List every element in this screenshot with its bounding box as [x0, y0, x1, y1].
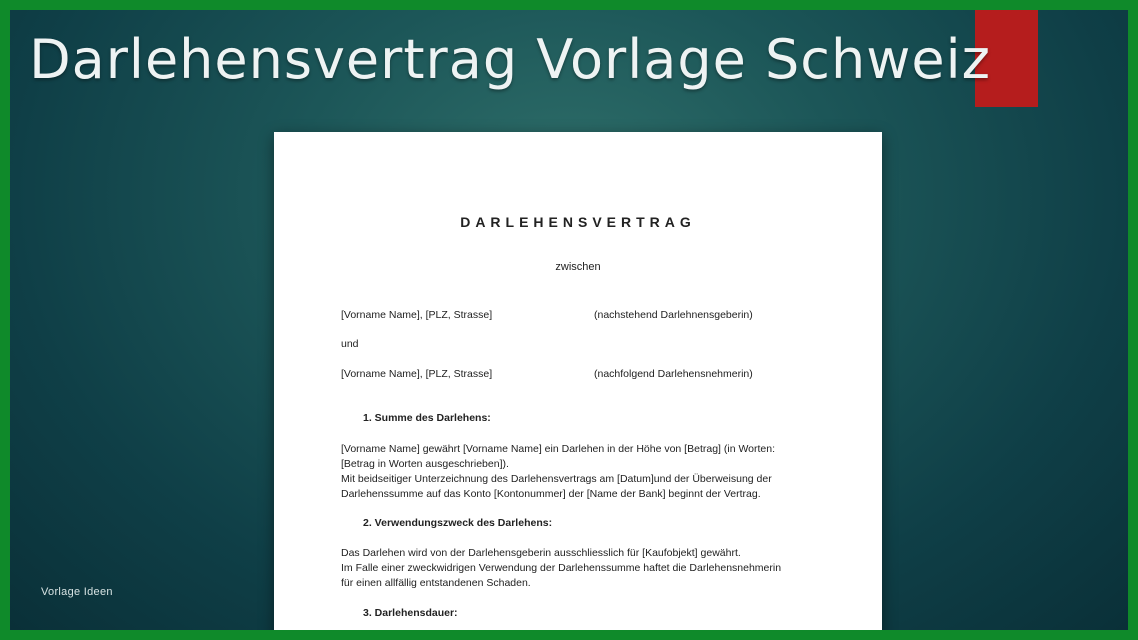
party1-role: (nachstehend Darlehnensgeberin)	[594, 309, 753, 321]
watermark-text: Vorlage Ideen	[41, 586, 113, 598]
section-2-line: für einen allfällig entstandenen Schaden.	[341, 577, 531, 589]
document-page	[274, 132, 882, 630]
section-1-line: [Vorname Name] gewährt [Vorname Name] ein Darlehen in der Höhe von [Betrag] (in Worten:	[341, 443, 776, 455]
between-label: zwischen	[555, 261, 601, 273]
party1-name: [Vorname Name], [PLZ, Strasse]	[341, 309, 493, 321]
section-2-line: Im Falle einer zweckwidrigen Verwendung der Darlehenssumme haftet die Darlehensnehmerin	[341, 562, 782, 574]
section-1-line: Mit beidseitiger Unterzeichnung des Darlehensvertrags am [Datum]und der Überweisung der	[341, 473, 772, 485]
section-2-heading: 2. Verwendungszweck des Darlehens:	[363, 517, 553, 529]
and-label: und	[341, 338, 359, 350]
section-2-line: Das Darlehen wird von der Darlehensgeberin ausschliesslich für [Kaufobjekt] gewährt.	[341, 547, 741, 559]
document-heading: DARLEHENSVERTRAG	[460, 214, 696, 230]
party2-role: (nachfolgend Darlehensnehmerin)	[594, 368, 753, 380]
section-1-heading: 1. Summe des Darlehens:	[363, 412, 491, 424]
section-1-line: Darlehenssumme auf das Konto [Kontonummer] der [Name der Bank] beginnt der Vertrag.	[341, 488, 761, 500]
party2-name: [Vorname Name], [PLZ, Strasse]	[341, 368, 493, 380]
section-1-line: [Betrag in Worten ausgeschrieben]).	[341, 458, 509, 470]
slide-background	[10, 10, 1128, 630]
slide-title: Darlehensvertrag Vorlage Schweiz	[29, 28, 991, 91]
section-3-heading: 3. Darlehensdauer:	[363, 607, 458, 619]
